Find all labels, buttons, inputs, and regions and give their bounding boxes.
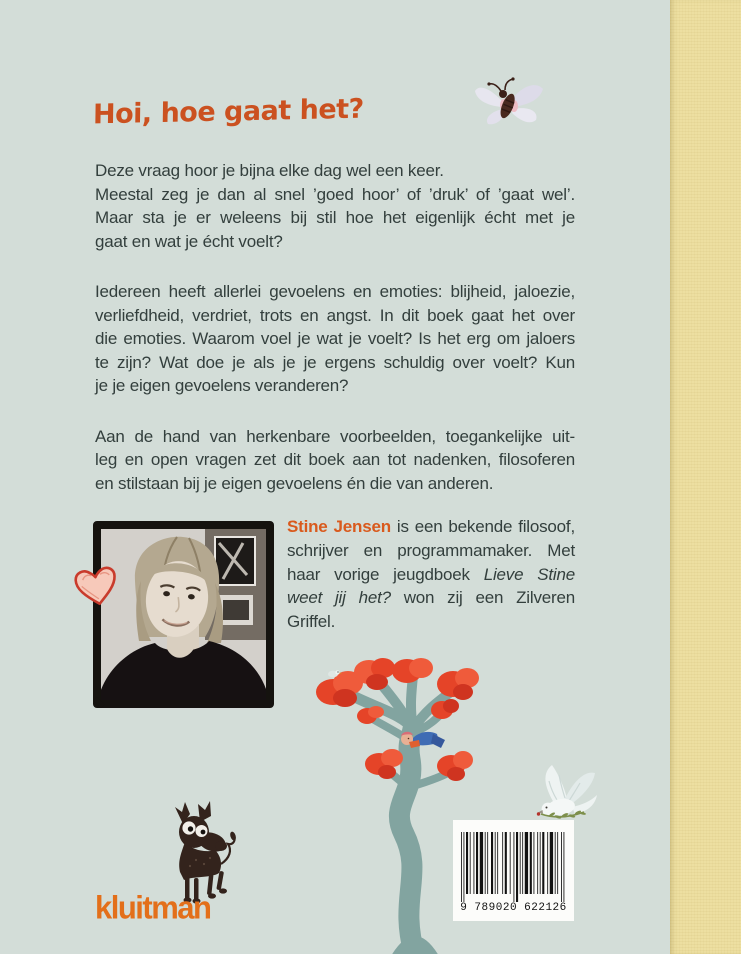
text-line: verliefdheid, verdriet, trots en angst. In dit boek gaat het over	[95, 305, 575, 325]
bio-line	[287, 515, 575, 539]
butterfly-icon	[472, 75, 548, 135]
paragraph	[95, 280, 575, 398]
text-line: Meestal zeg je dan al snel ’goed hoor’ of ’druk’ of ’gaat wel’.	[95, 184, 575, 204]
bio-text: won zij een Zilveren	[390, 588, 575, 608]
text-line: je je eigen gevoelens veranderen?	[95, 376, 349, 395]
paragraph	[95, 159, 575, 253]
bio-line	[287, 586, 575, 610]
book-title: Hoi, hoe gaat het?	[92, 93, 364, 131]
text-line: leg en open vragen zet dit boek aan tot nadenken, filosoferen	[95, 450, 575, 469]
text-line: te zijn? Wat doe je als je je ergens schuldig over voelt? Kun	[95, 352, 575, 372]
publisher-logo	[95, 798, 255, 926]
text-line: Iedereen heeft allerlei gevoelens en emoties: blijheid, jaloezie,	[95, 282, 575, 301]
bio-line	[287, 539, 575, 563]
barcode-bars	[461, 832, 566, 902]
text-line: Aan de hand van herkenbare voorbeelden, toegankelijke uit-	[95, 426, 575, 446]
author-photo	[93, 521, 274, 708]
book-reference: Lieve Stine	[483, 564, 575, 584]
author-name: Stine Jensen	[287, 517, 391, 536]
text-line: gaat en wat je écht voelt?	[95, 231, 283, 251]
paragraph	[95, 425, 575, 496]
bio-line	[287, 610, 575, 634]
bio-text: Griffel.	[287, 612, 336, 632]
publisher-wordmark: kluitman	[95, 889, 211, 926]
text-line: die emoties. Waarom voel je wat je voelt? Is het erg om jaloers	[95, 329, 575, 348]
book-spine-edge	[670, 0, 741, 954]
blurb-text	[95, 159, 575, 522]
bio-text: is een bekende filosoof,	[390, 517, 575, 536]
text-line: en stilstaan bij je eigen gevoelens én die van anderen.	[95, 473, 494, 493]
text-line: Deze vraag hoor je bijna elke dag wel een keer.	[95, 161, 444, 180]
barcode	[453, 820, 574, 921]
heart-doodle-icon	[72, 564, 122, 610]
isbn-number: 9 789020 622126	[460, 902, 567, 914]
bio-text: haar vorige jeugdboek	[287, 564, 484, 584]
text-line: Maar sta je er weleens bij stil hoe het eigenlijk écht met je	[95, 208, 575, 227]
book-reference: weet jij het?	[287, 588, 391, 608]
author-bio	[287, 515, 575, 634]
bio-line	[287, 563, 575, 587]
bio-text: schrijver en programmamaker. Met	[287, 540, 575, 560]
dove-icon	[524, 761, 604, 828]
